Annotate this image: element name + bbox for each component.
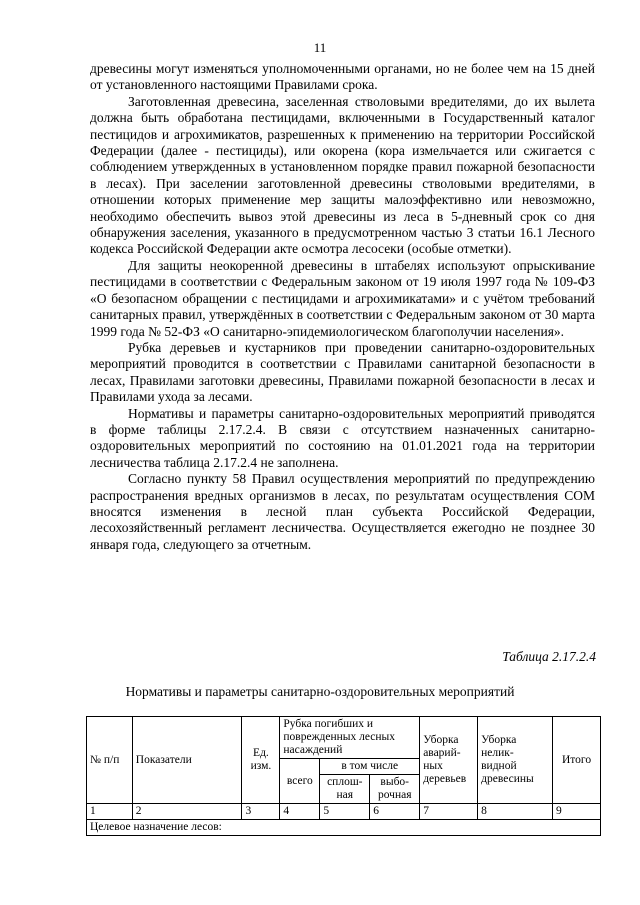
header-unit: Ед. изм. — [242, 717, 280, 804]
paragraph-4: Рубка деревьев и кустарников при проведении санитарно-оздоровительных мероприятий проводится в соответствии с Правилами санитарной безопасности в лесах, Правилами заготовки древесины, Правилами пожарной безопасности в лесах и Правилами ухода за лесами. — [90, 339, 595, 405]
header-clear: сплош-ная — [320, 775, 370, 804]
header-including: в том числе — [320, 759, 420, 775]
index-cell: 3 — [242, 804, 280, 820]
section-label: Целевое назначение лесов: — [87, 820, 601, 836]
table-title: Нормативы и параметры санитарно-оздоровительных мероприятий — [125, 684, 515, 699]
page-number: 11 — [313, 40, 327, 55]
body-text — [90, 61, 595, 553]
index-cell: 5 — [320, 804, 370, 820]
norms-table — [86, 716, 601, 836]
index-row — [87, 804, 601, 820]
index-cell: 2 — [132, 804, 242, 820]
index-cell: 9 — [553, 804, 601, 820]
index-cell: 4 — [280, 804, 320, 820]
table-caption: Таблица 2.17.2.4 — [502, 649, 596, 664]
paragraph-6: Согласно пункту 58 Правил осуществления мероприятий по предупреждению распространения вредных организмов в лесах, по результатам осуществления СОМ вносятся изменения в лесной план субъекта Российской Федерации, лесохозяйственный регламент лесничества. Осуществляется ежегодно не позднее 30 января года, следующего за отчетным. — [90, 471, 595, 552]
paragraph-2: Заготовленная древесина, заселенная стволовыми вредителями, до их вылета должна быть обработана пестицидами, включенными в Государственный каталог пестицидов и агрохимикатов, разрешенных к применению на территории Российской Федерации (далее - пестициды), или окорена (кора измельчается или сжигается с соблюдением утвержденных в установленном порядке правил пожарной безопасности в лесах). При заселении заготовленной древесины стволовыми вредителями, в отношении которых применение мер защиты малоэффективно или невозможно, необходимо обеспечить вывоз этой древесины из леса в 5-дневный срок со дня обнаружения заселения, указанного в предусмотренном частью 3 статьи 16.1 Лесного кодекса Российской Федерации акте осмотра лесосеки (особые отметки). — [90, 93, 595, 257]
index-cell: 7 — [420, 804, 478, 820]
header-num: № п/п — [87, 717, 133, 804]
header-illiquid: Уборка нелик-видной древесины — [478, 717, 553, 804]
index-cell: 8 — [478, 804, 553, 820]
header-total: всего — [280, 759, 320, 804]
header-felling-group: Рубка погибших и поврежденных лесных насаждений — [280, 717, 420, 759]
header-sum: Итого — [553, 717, 601, 804]
header-selective: выбо-рочная — [370, 775, 420, 804]
header-indicators: Показатели — [132, 717, 242, 804]
index-cell: 1 — [87, 804, 133, 820]
index-cell: 6 — [370, 804, 420, 820]
paragraph-3: Для защиты неокоренной древесины в штабелях используют опрыскивание пестицидами в соответствии с Федеральным законом от 19 июля 1997 года № 109-ФЗ «О безопасном обращении с пестицидами и агрохимикатами» и с учётом требований санитарных правил, утверждённых в соответствии с Федеральным законом от 30 марта 1999 года № 52-ФЗ «О санитарно-эпидемиологическом благополучии населения». — [90, 257, 595, 339]
header-windfall: Уборка аварий-ных деревьев — [420, 717, 478, 804]
paragraph-5: Нормативы и параметры санитарно-оздоровительных мероприятий приводятся в форме таблицы 2.17.2.4. В связи с отсутствием назначенных санитарно-оздоровительных мероприятий по состоянию на 01.01.2021 года на территории лесничества таблица 2.17.2.4 не заполнена. — [90, 405, 595, 470]
paragraph-1: древесины могут изменяться уполномоченными органами, но не более чем на 15 дней от установленного настоящими Правилами срока. — [90, 61, 595, 93]
